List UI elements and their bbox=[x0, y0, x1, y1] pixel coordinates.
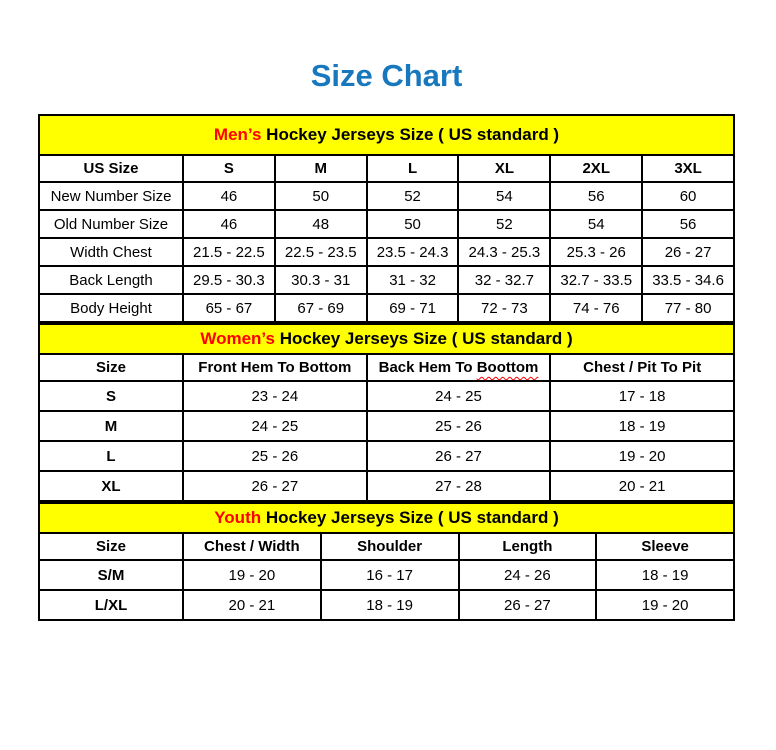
womens-header-row bbox=[39, 354, 734, 381]
data-cell: 56 bbox=[642, 210, 734, 238]
data-cell: 20 - 21 bbox=[550, 471, 734, 501]
data-cell: 16 - 17 bbox=[321, 560, 459, 590]
data-cell: 26 - 27 bbox=[367, 441, 551, 471]
column-header bbox=[183, 354, 367, 381]
data-cell: 52 bbox=[458, 210, 550, 238]
column-header-misspelled-word: Boottom bbox=[476, 359, 539, 376]
column-header-label: M bbox=[314, 160, 327, 177]
column-header-label: XL bbox=[494, 160, 514, 177]
womens-banner-row bbox=[39, 324, 734, 354]
row-label: Width Chest bbox=[39, 238, 183, 266]
data-cell: 24 - 25 bbox=[183, 411, 367, 441]
data-cell: 46 bbox=[183, 182, 275, 210]
data-cell: 23.5 - 24.3 bbox=[367, 238, 459, 266]
data-cell: 25.3 - 26 bbox=[550, 238, 642, 266]
column-header-label: Shoulder bbox=[357, 538, 423, 555]
data-cell: 77 - 80 bbox=[642, 294, 734, 322]
column-header-label: Sleeve bbox=[641, 538, 689, 555]
table-row bbox=[39, 210, 734, 238]
column-header bbox=[39, 354, 183, 381]
data-cell: 29.5 - 30.3 bbox=[183, 266, 275, 294]
banner-text: Hockey Jerseys Size ( US standard ) bbox=[274, 329, 573, 348]
column-header-label: Back Hem To bbox=[378, 359, 477, 376]
mens-header-row bbox=[39, 155, 734, 182]
data-cell: 19 - 20 bbox=[596, 590, 734, 620]
table-row bbox=[39, 411, 734, 441]
column-header-label: 2XL bbox=[582, 160, 610, 177]
data-cell: 25 - 26 bbox=[183, 441, 367, 471]
data-cell: 69 - 71 bbox=[367, 294, 459, 322]
data-cell: 26 - 27 bbox=[183, 471, 367, 501]
row-label: S/M bbox=[39, 560, 183, 590]
table-row bbox=[39, 560, 734, 590]
data-cell: 33.5 - 34.6 bbox=[642, 266, 734, 294]
table-row bbox=[39, 266, 734, 294]
data-cell: 72 - 73 bbox=[458, 294, 550, 322]
column-header-label: Chest / Pit To Pit bbox=[583, 359, 702, 376]
column-header-label: S bbox=[223, 160, 234, 177]
size-tables-container bbox=[38, 114, 735, 621]
data-cell: 54 bbox=[458, 182, 550, 210]
data-cell: 25 - 26 bbox=[367, 411, 551, 441]
row-label: XL bbox=[39, 471, 183, 501]
data-cell: 65 - 67 bbox=[183, 294, 275, 322]
column-header bbox=[275, 155, 367, 182]
data-cell: 26 - 27 bbox=[459, 590, 597, 620]
data-cell: 54 bbox=[550, 210, 642, 238]
column-header bbox=[39, 155, 183, 182]
column-header bbox=[183, 155, 275, 182]
banner-text: Hockey Jerseys Size ( US standard ) bbox=[261, 508, 559, 527]
banner-highlight: Women’s bbox=[200, 329, 275, 348]
data-cell: 18 - 19 bbox=[596, 560, 734, 590]
page-title: Size Chart bbox=[310, 58, 463, 93]
data-cell: 18 - 19 bbox=[321, 590, 459, 620]
row-label: M bbox=[39, 411, 183, 441]
table-row bbox=[39, 590, 734, 620]
banner-highlight: Men’s bbox=[213, 125, 262, 144]
size-chart-page bbox=[38, 58, 735, 621]
row-label: Back Length bbox=[39, 266, 183, 294]
data-cell: 56 bbox=[550, 182, 642, 210]
banner-highlight: Youth bbox=[214, 508, 262, 527]
table-row bbox=[39, 182, 734, 210]
column-header bbox=[183, 533, 321, 560]
data-cell: 50 bbox=[275, 182, 367, 210]
data-cell: 26 - 27 bbox=[642, 238, 734, 266]
table-row bbox=[39, 294, 734, 322]
column-header bbox=[642, 155, 734, 182]
row-label: New Number Size bbox=[39, 182, 183, 210]
column-header-label: 3XL bbox=[674, 160, 702, 177]
data-cell: 19 - 20 bbox=[550, 441, 734, 471]
column-header bbox=[39, 533, 183, 560]
table-row bbox=[39, 441, 734, 471]
data-cell: 24 - 25 bbox=[367, 381, 551, 411]
column-header bbox=[596, 533, 734, 560]
data-cell: 21.5 - 22.5 bbox=[183, 238, 275, 266]
data-cell: 50 bbox=[367, 210, 459, 238]
data-cell: 48 bbox=[275, 210, 367, 238]
data-cell: 30.3 - 31 bbox=[275, 266, 367, 294]
column-header bbox=[550, 354, 734, 381]
data-cell: 46 bbox=[183, 210, 275, 238]
row-label: Body Height bbox=[39, 294, 183, 322]
youth-header-row bbox=[39, 533, 734, 560]
mens-size-table bbox=[38, 114, 735, 323]
data-cell: 24 - 26 bbox=[459, 560, 597, 590]
data-cell: 31 - 32 bbox=[367, 266, 459, 294]
youth-banner-row bbox=[39, 503, 734, 533]
data-cell: 74 - 76 bbox=[550, 294, 642, 322]
data-cell: 18 - 19 bbox=[550, 411, 734, 441]
data-cell: 23 - 24 bbox=[183, 381, 367, 411]
banner-text: Hockey Jerseys Size ( US standard ) bbox=[261, 125, 560, 144]
data-cell: 20 - 21 bbox=[183, 590, 321, 620]
table-row bbox=[39, 471, 734, 501]
column-header bbox=[367, 354, 551, 381]
data-cell: 22.5 - 23.5 bbox=[275, 238, 367, 266]
data-cell: 24.3 - 25.3 bbox=[458, 238, 550, 266]
column-header-label: Front Hem To Bottom bbox=[198, 359, 352, 376]
column-header-label: US Size bbox=[83, 160, 139, 177]
column-header bbox=[321, 533, 459, 560]
table-row bbox=[39, 381, 734, 411]
row-label: L/XL bbox=[39, 590, 183, 620]
column-header-label: Chest / Width bbox=[204, 538, 300, 555]
womens-section-banner bbox=[39, 324, 734, 354]
data-cell: 60 bbox=[642, 182, 734, 210]
youth-size-table bbox=[38, 502, 735, 621]
mens-banner-row bbox=[39, 115, 734, 155]
womens-size-table bbox=[38, 323, 735, 502]
column-header bbox=[550, 155, 642, 182]
data-cell: 32 - 32.7 bbox=[458, 266, 550, 294]
table-row bbox=[39, 238, 734, 266]
data-cell: 67 - 69 bbox=[275, 294, 367, 322]
data-cell: 32.7 - 33.5 bbox=[550, 266, 642, 294]
column-header-label: Size bbox=[95, 538, 126, 555]
mens-section-banner bbox=[39, 115, 734, 155]
column-header-label: L bbox=[407, 160, 418, 177]
column-header-label: Size bbox=[95, 359, 126, 376]
column-header bbox=[367, 155, 459, 182]
data-cell: 17 - 18 bbox=[550, 381, 734, 411]
row-label: Old Number Size bbox=[39, 210, 183, 238]
row-label: S bbox=[39, 381, 183, 411]
row-label: L bbox=[39, 441, 183, 471]
data-cell: 27 - 28 bbox=[367, 471, 551, 501]
column-header bbox=[458, 155, 550, 182]
data-cell: 52 bbox=[367, 182, 459, 210]
data-cell: 19 - 20 bbox=[183, 560, 321, 590]
column-header-label: Length bbox=[502, 538, 553, 555]
column-header bbox=[459, 533, 597, 560]
youth-section-banner bbox=[39, 503, 734, 533]
